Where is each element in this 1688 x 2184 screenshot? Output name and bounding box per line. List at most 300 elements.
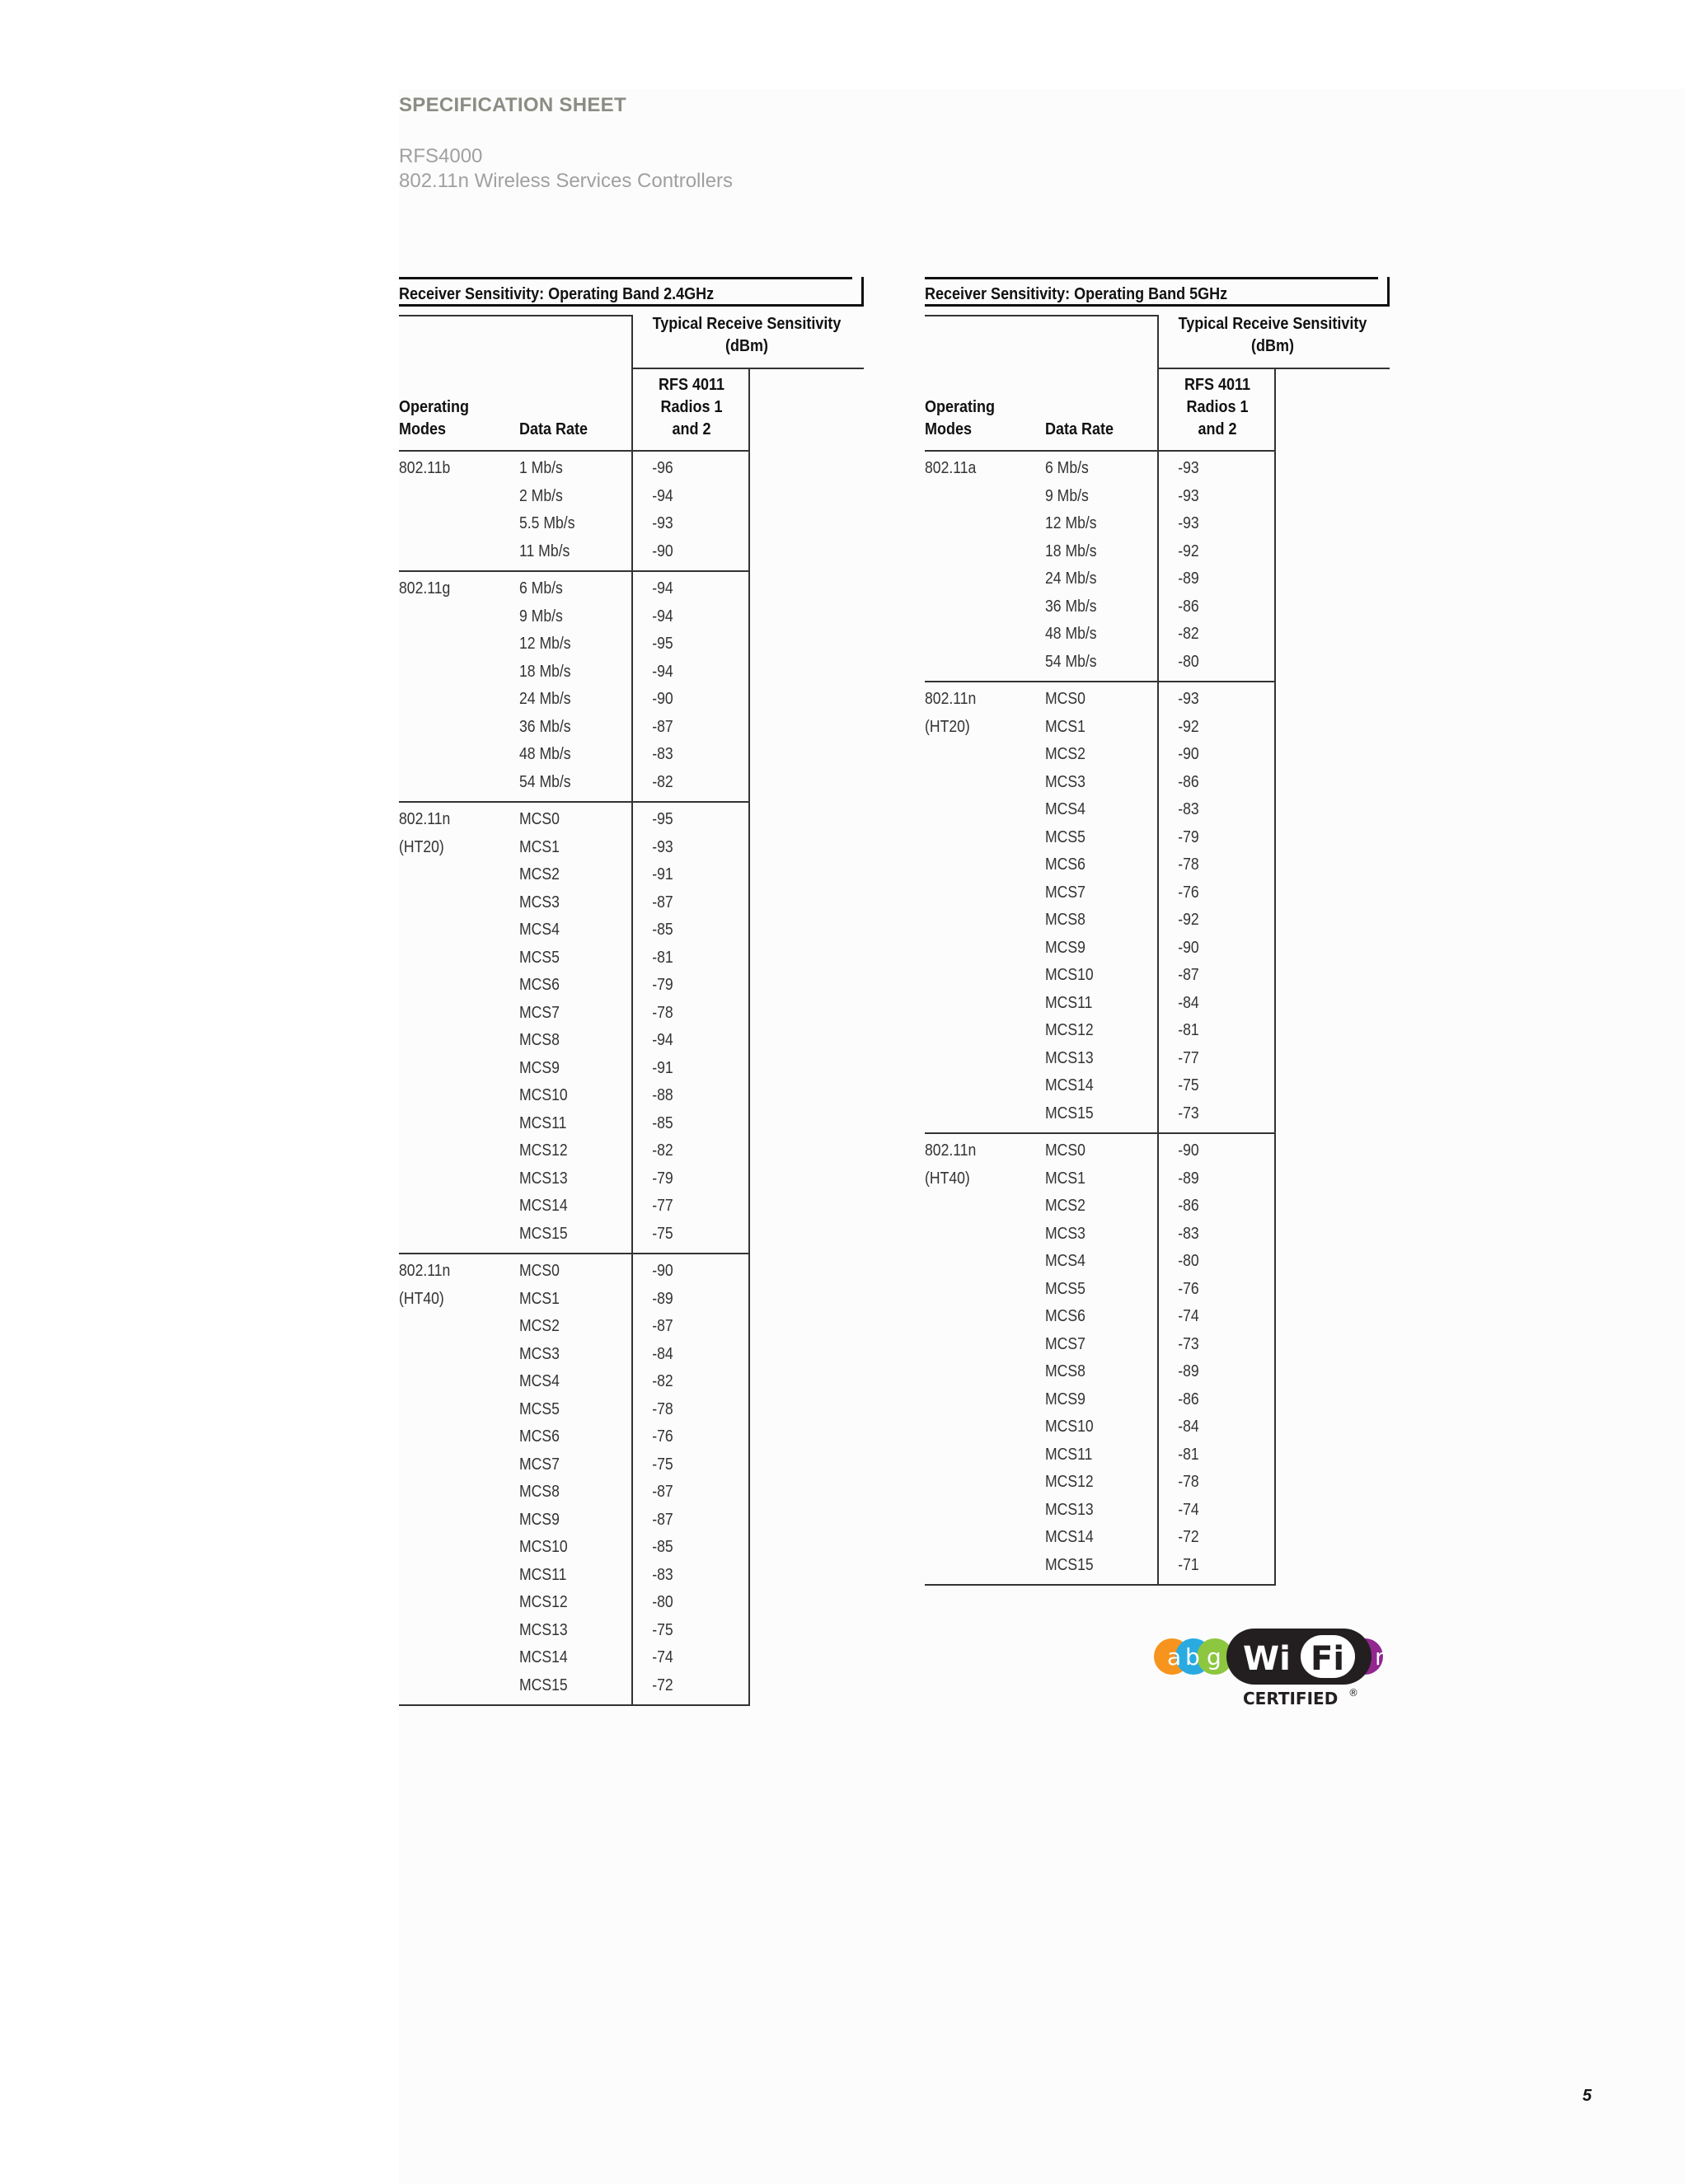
modes-top-rule bbox=[925, 315, 1159, 316]
data-rate-cell: MCS3 bbox=[519, 893, 560, 912]
data-rate-cell: 6 Mb/s bbox=[519, 579, 563, 598]
data-rate-cell: MCS1 bbox=[519, 1289, 560, 1308]
data-rate-cell: 2 Mb/s bbox=[519, 486, 563, 505]
table-row bbox=[399, 1370, 745, 1398]
sensitivity-cell: -78 bbox=[652, 1003, 673, 1022]
sensitivity-cell: -94 bbox=[652, 486, 673, 505]
table-row bbox=[399, 1535, 745, 1563]
sensitivity-cell: -92 bbox=[1178, 717, 1199, 736]
data-rate-cell: MCS10 bbox=[519, 1086, 568, 1104]
mode-cell: 802.11g bbox=[399, 579, 451, 598]
sensitivity-cell: -93 bbox=[652, 837, 673, 856]
table-row bbox=[925, 567, 1271, 595]
mode-cell: (HT40) bbox=[925, 1169, 970, 1188]
sensitivity-cell: -77 bbox=[652, 1197, 673, 1215]
col-modes-line2: Modes bbox=[399, 420, 447, 438]
data-rate-cell: MCS2 bbox=[1045, 1197, 1085, 1215]
col-radio-line1: RFS 4011 bbox=[658, 376, 725, 394]
table-row bbox=[925, 1047, 1271, 1075]
data-rate-cell: MCS11 bbox=[1045, 1445, 1093, 1464]
col-divider-right bbox=[1274, 368, 1276, 1586]
data-rate-cell: MCS14 bbox=[519, 1197, 568, 1215]
logo-certified: CERTIFIED bbox=[1243, 1689, 1339, 1708]
sensitivity-cell: -83 bbox=[652, 1565, 673, 1584]
table-row bbox=[925, 1277, 1271, 1305]
data-rate-cell: 36 Mb/s bbox=[519, 717, 571, 736]
col-group-unit: (dBm) bbox=[724, 337, 768, 355]
data-rate-cell: 18 Mb/s bbox=[1045, 541, 1097, 560]
data-rate-cell: 1 Mb/s bbox=[519, 459, 563, 477]
mode-cell: (HT20) bbox=[925, 717, 970, 736]
sensitivity-cell: -92 bbox=[1178, 541, 1199, 560]
data-rate-cell: 9 Mb/s bbox=[1045, 486, 1089, 505]
data-rate-cell: MCS10 bbox=[1045, 1418, 1094, 1436]
table-row bbox=[399, 605, 745, 633]
table-row bbox=[925, 512, 1271, 540]
col-group-title: Typical Receive Sensitivity bbox=[1178, 315, 1367, 333]
table-row bbox=[399, 632, 745, 660]
table-row bbox=[925, 687, 1271, 715]
sensitivity-cell: -83 bbox=[652, 745, 673, 763]
col-radio-line2: Radios 1 bbox=[1186, 398, 1249, 416]
data-rate-cell: MCS13 bbox=[519, 1169, 568, 1188]
group-divider bbox=[925, 1584, 1274, 1586]
sensitivity-cell: -85 bbox=[652, 1113, 673, 1132]
data-rate-cell: MCS3 bbox=[1045, 1224, 1085, 1243]
data-rate-cell: MCS0 bbox=[1045, 690, 1085, 708]
col-modes-line1: Operating bbox=[925, 398, 996, 416]
wifi-certified-logo bbox=[1154, 1622, 1393, 1715]
table-row bbox=[925, 650, 1271, 678]
table-row bbox=[925, 798, 1271, 826]
sensitivity-cell: -73 bbox=[1178, 1334, 1199, 1353]
table-row bbox=[399, 1001, 745, 1029]
sensitivity-cell: -79 bbox=[1178, 827, 1199, 846]
table-row bbox=[399, 1139, 745, 1167]
logo-letter-a: a bbox=[1167, 1643, 1182, 1671]
table-row bbox=[399, 946, 745, 974]
table-row bbox=[925, 1470, 1271, 1498]
sensitivity-cell: -94 bbox=[652, 579, 673, 598]
data-rate-cell: MCS9 bbox=[1045, 938, 1085, 957]
table-row bbox=[399, 1057, 745, 1085]
sensitivity-cell: -89 bbox=[1178, 569, 1199, 588]
col-radio-line3: and 2 bbox=[1198, 420, 1237, 438]
data-rate-cell: MCS3 bbox=[1045, 772, 1085, 791]
data-rate-cell: MCS7 bbox=[1045, 883, 1085, 902]
table-row bbox=[399, 808, 745, 836]
sensitivity-cell: -95 bbox=[652, 810, 673, 828]
table-caption-text: Receiver Sensitivity: Operating Band 5GHz bbox=[925, 285, 1228, 303]
data-rate-cell: 12 Mb/s bbox=[519, 635, 571, 653]
data-rate-cell: MCS9 bbox=[519, 1058, 560, 1077]
table-row bbox=[399, 1591, 745, 1619]
col-divider-right bbox=[748, 368, 750, 1706]
document-title: SPECIFICATION SHEET bbox=[399, 94, 626, 116]
sensitivity-cell: -91 bbox=[652, 865, 673, 883]
data-rate-cell: 9 Mb/s bbox=[519, 607, 563, 626]
table-row bbox=[399, 1398, 745, 1426]
data-rate-cell: MCS8 bbox=[519, 1483, 560, 1501]
table-row bbox=[399, 836, 745, 864]
mode-cell: 802.11n bbox=[399, 810, 451, 828]
table-row bbox=[399, 1259, 745, 1287]
mode-cell: 802.11n bbox=[925, 1141, 977, 1160]
table-row bbox=[925, 771, 1271, 799]
data-rate-cell: MCS8 bbox=[1045, 1362, 1085, 1380]
col-rate-header: Data Rate bbox=[1045, 420, 1114, 438]
data-rate-cell: MCS4 bbox=[1045, 800, 1085, 818]
data-rate-cell: MCS2 bbox=[1045, 745, 1085, 763]
data-rate-cell: MCS3 bbox=[519, 1344, 560, 1363]
data-rate-cell: MCS4 bbox=[1045, 1252, 1085, 1270]
table-row bbox=[925, 457, 1271, 485]
data-rate-cell: 24 Mb/s bbox=[519, 690, 571, 708]
sensitivity-cell: -76 bbox=[1178, 883, 1199, 902]
table-row bbox=[399, 1287, 745, 1315]
sensitivity-cell: -94 bbox=[652, 662, 673, 681]
table-row bbox=[399, 891, 745, 919]
data-rate-cell: MCS10 bbox=[519, 1538, 568, 1556]
sensitivity-cell: -89 bbox=[652, 1289, 673, 1308]
sensitivity-cell: -82 bbox=[652, 772, 673, 791]
sensitivity-cell: -83 bbox=[1178, 1224, 1199, 1243]
sensitivity-cell: -93 bbox=[652, 514, 673, 532]
data-rate-cell: MCS12 bbox=[1045, 1021, 1094, 1039]
mode-cell: (HT40) bbox=[399, 1289, 444, 1308]
sensitivity-cell: -81 bbox=[1178, 1021, 1199, 1039]
sensitivity-cell: -90 bbox=[652, 690, 673, 708]
data-rate-cell: MCS10 bbox=[1045, 966, 1094, 984]
sensitivity-cell: -90 bbox=[652, 1262, 673, 1280]
data-rate-cell: MCS14 bbox=[519, 1648, 568, 1666]
sensitivity-cell: -83 bbox=[1178, 800, 1199, 818]
sensitivity-cell: -82 bbox=[1178, 625, 1199, 643]
table-row bbox=[399, 660, 745, 688]
sensitivity-cell: -86 bbox=[1178, 1197, 1199, 1215]
table-row bbox=[925, 908, 1271, 936]
table-row bbox=[399, 715, 745, 743]
data-rate-cell: MCS11 bbox=[1045, 993, 1093, 1012]
data-rate-cell: MCS6 bbox=[1045, 1307, 1085, 1325]
col-group-title: Typical Receive Sensitivity bbox=[652, 315, 842, 333]
col-group-unit: (dBm) bbox=[1250, 337, 1294, 355]
data-rate-cell: MCS13 bbox=[1045, 1048, 1094, 1067]
sensitivity-cell: -84 bbox=[1178, 1418, 1199, 1436]
data-rate-cell: 54 Mb/s bbox=[1045, 652, 1097, 671]
table-row bbox=[399, 771, 745, 799]
data-rate-cell: MCS15 bbox=[1045, 1104, 1094, 1122]
table-row bbox=[925, 881, 1271, 909]
col-radio-line1: RFS 4011 bbox=[1184, 376, 1251, 394]
table-row bbox=[399, 1315, 745, 1343]
data-rate-cell: 48 Mb/s bbox=[519, 745, 571, 763]
table-caption bbox=[399, 277, 864, 307]
table-row bbox=[399, 540, 745, 568]
table-row bbox=[399, 863, 745, 891]
sensitivity-cell: -87 bbox=[652, 1483, 673, 1501]
data-rate-cell: 18 Mb/s bbox=[519, 662, 571, 681]
table-row bbox=[399, 485, 745, 513]
sensitivity-cell: -89 bbox=[1178, 1169, 1199, 1188]
data-rate-cell: MCS8 bbox=[1045, 911, 1085, 929]
sensitivity-cell: -84 bbox=[652, 1344, 673, 1363]
data-rate-cell: MCS7 bbox=[1045, 1334, 1085, 1353]
sensitivity-cell: -75 bbox=[652, 1620, 673, 1639]
sensitivity-cell: -73 bbox=[1178, 1104, 1199, 1122]
col-radio-line2: Radios 1 bbox=[660, 398, 723, 416]
sensitivity-cell: -78 bbox=[1178, 1473, 1199, 1491]
table-row bbox=[925, 991, 1271, 1019]
data-rate-cell: 12 Mb/s bbox=[1045, 514, 1097, 532]
table-row bbox=[925, 1305, 1271, 1333]
table-row bbox=[399, 687, 745, 715]
logo-letter-g: g bbox=[1207, 1643, 1221, 1671]
data-rate-cell: 6 Mb/s bbox=[1045, 459, 1089, 477]
table-row bbox=[925, 1139, 1271, 1167]
data-rate-cell: MCS1 bbox=[1045, 717, 1085, 736]
table-caption bbox=[925, 277, 1390, 307]
mode-cell: 802.11b bbox=[399, 459, 451, 477]
sensitivity-cell: -90 bbox=[1178, 938, 1199, 957]
sensitivity-cell: -87 bbox=[652, 1317, 673, 1335]
sensitivity-cell: -81 bbox=[652, 948, 673, 967]
data-rate-cell: MCS7 bbox=[519, 1455, 560, 1474]
data-rate-cell: MCS12 bbox=[1045, 1473, 1094, 1491]
sensitivity-cell: -89 bbox=[1178, 1362, 1199, 1380]
mode-cell: (HT20) bbox=[399, 837, 444, 856]
sensitivity-cell: -88 bbox=[652, 1086, 673, 1104]
product-description: 802.11n Wireless Services Controllers bbox=[399, 170, 734, 192]
data-rate-cell: MCS8 bbox=[519, 1031, 560, 1049]
table-row bbox=[925, 1167, 1271, 1195]
table-row bbox=[925, 1019, 1271, 1047]
sensitivity-cell: -71 bbox=[1178, 1555, 1199, 1574]
table-row bbox=[925, 622, 1271, 650]
sensitivity-cell: -90 bbox=[652, 541, 673, 560]
table-row bbox=[399, 1194, 745, 1222]
sensitivity-cell: -74 bbox=[652, 1648, 673, 1666]
data-rate-cell: MCS1 bbox=[519, 837, 560, 856]
table-row bbox=[925, 1222, 1271, 1250]
sensitivity-cell: -86 bbox=[1178, 1390, 1199, 1408]
data-rate-cell: MCS14 bbox=[1045, 1076, 1094, 1094]
data-rate-cell: MCS12 bbox=[519, 1593, 568, 1611]
sensitivity-cell: -85 bbox=[652, 1538, 673, 1556]
group-divider bbox=[399, 1704, 748, 1706]
group-divider bbox=[399, 801, 748, 803]
table-row bbox=[399, 1646, 745, 1674]
data-rate-cell: MCS13 bbox=[519, 1620, 568, 1639]
data-rate-cell: 54 Mb/s bbox=[519, 772, 571, 791]
sensitivity-cell: -72 bbox=[1178, 1528, 1199, 1546]
header-bottom-rule bbox=[399, 450, 748, 452]
table-row bbox=[925, 936, 1271, 964]
data-rate-cell: MCS9 bbox=[519, 1510, 560, 1529]
table-row bbox=[925, 485, 1271, 513]
sensitivity-cell: -80 bbox=[652, 1593, 673, 1611]
table-row bbox=[925, 853, 1271, 881]
data-rate-cell: MCS4 bbox=[519, 1372, 560, 1390]
data-rate-cell: MCS15 bbox=[1045, 1555, 1094, 1574]
group-divider bbox=[925, 1132, 1274, 1134]
sensitivity-cell: -87 bbox=[1178, 966, 1199, 984]
sensitivity-cell: -90 bbox=[1178, 1141, 1199, 1160]
data-rate-cell: MCS12 bbox=[519, 1141, 568, 1160]
sensitivity-cell: -82 bbox=[652, 1141, 673, 1160]
col-modes-line1: Operating bbox=[399, 398, 470, 416]
table-row bbox=[925, 540, 1271, 568]
sensitivity-cell: -75 bbox=[652, 1455, 673, 1474]
data-rate-cell: MCS7 bbox=[519, 1003, 560, 1022]
data-rate-cell: MCS11 bbox=[519, 1113, 567, 1132]
sensitivity-cell: -87 bbox=[652, 1510, 673, 1529]
sensitivity-cell: -87 bbox=[652, 893, 673, 912]
sensitivity-cell: -79 bbox=[652, 1169, 673, 1188]
data-rate-cell: MCS6 bbox=[519, 1427, 560, 1446]
modes-top-rule bbox=[399, 315, 633, 316]
sensitivity-cell: -85 bbox=[652, 921, 673, 939]
logo-letter-b: b bbox=[1185, 1643, 1200, 1671]
sensitivity-cell: -82 bbox=[652, 1372, 673, 1390]
table-row bbox=[925, 1526, 1271, 1554]
group-divider bbox=[399, 570, 748, 572]
table-row bbox=[925, 1554, 1271, 1582]
sensitivity-cell: -93 bbox=[1178, 690, 1199, 708]
sensitivity-cell: -84 bbox=[1178, 993, 1199, 1012]
data-rate-cell: MCS2 bbox=[519, 865, 560, 883]
sensitivity-cell: -72 bbox=[652, 1675, 673, 1694]
sensitivity-cell: -80 bbox=[1178, 652, 1199, 671]
data-rate-cell: MCS5 bbox=[1045, 1279, 1085, 1298]
table-row bbox=[925, 743, 1271, 771]
col-rate-header: Data Rate bbox=[519, 420, 588, 438]
col-divider-rate-value bbox=[1157, 315, 1159, 1586]
logo-fi: Fi bbox=[1311, 1640, 1345, 1678]
sensitivity-cell: -94 bbox=[652, 1031, 673, 1049]
table-row bbox=[925, 1415, 1271, 1443]
table-row bbox=[399, 1563, 745, 1591]
sensitivity-cell: -95 bbox=[652, 635, 673, 653]
group-divider bbox=[925, 681, 1274, 682]
table-row bbox=[399, 1674, 745, 1702]
sensitivity-cell: -93 bbox=[1178, 486, 1199, 505]
table-row bbox=[925, 595, 1271, 623]
data-rate-cell: MCS6 bbox=[519, 976, 560, 994]
logo-letter-n: n bbox=[1375, 1643, 1390, 1671]
sensitivity-cell: -75 bbox=[1178, 1076, 1199, 1094]
table-row bbox=[925, 1249, 1271, 1277]
table-row bbox=[925, 963, 1271, 991]
sensitivity-cell: -77 bbox=[1178, 1048, 1199, 1067]
table-row bbox=[399, 512, 745, 540]
col-divider-rate-value bbox=[631, 315, 633, 1706]
table-row bbox=[399, 1619, 745, 1647]
logo-registered-mark: ® bbox=[1348, 1687, 1358, 1699]
data-rate-cell: 36 Mb/s bbox=[1045, 597, 1097, 616]
table-row bbox=[925, 1194, 1271, 1222]
data-rate-cell: MCS5 bbox=[1045, 827, 1085, 846]
sensitivity-cell: -86 bbox=[1178, 772, 1199, 791]
data-rate-cell: 48 Mb/s bbox=[1045, 625, 1097, 643]
sensitivity-cell: -86 bbox=[1178, 597, 1199, 616]
sensitivity-cell: -93 bbox=[1178, 514, 1199, 532]
table-row bbox=[925, 1360, 1271, 1388]
table-caption-text: Receiver Sensitivity: Operating Band 2.4GHz bbox=[399, 285, 715, 303]
table-row bbox=[399, 1425, 745, 1453]
table-row bbox=[925, 1074, 1271, 1102]
table-row bbox=[925, 1443, 1271, 1471]
sensitivity-cell: -76 bbox=[1178, 1279, 1199, 1298]
sensitivity-cell: -94 bbox=[652, 607, 673, 626]
table-row bbox=[925, 715, 1271, 743]
data-rate-cell: 11 Mb/s bbox=[519, 541, 570, 560]
group-divider bbox=[399, 1253, 748, 1254]
table-row bbox=[399, 1508, 745, 1536]
data-rate-cell: MCS0 bbox=[1045, 1141, 1085, 1160]
sensitivity-cell: -74 bbox=[1178, 1500, 1199, 1519]
header-bottom-rule bbox=[925, 450, 1274, 452]
sensitivity-cell: -92 bbox=[1178, 911, 1199, 929]
table-row bbox=[925, 1388, 1271, 1416]
data-rate-cell: MCS15 bbox=[519, 1224, 568, 1243]
sensitivity-cell: -78 bbox=[652, 1399, 673, 1418]
mode-cell: 802.11a bbox=[925, 459, 977, 477]
table-row bbox=[399, 918, 745, 946]
table-row bbox=[399, 1167, 745, 1195]
sensitivity-cell: -90 bbox=[1178, 745, 1199, 763]
sensitivity-cell: -91 bbox=[652, 1058, 673, 1077]
sensitivity-cell: -75 bbox=[652, 1224, 673, 1243]
table-row bbox=[399, 457, 745, 485]
table-row bbox=[925, 1498, 1271, 1526]
table-row bbox=[925, 1102, 1271, 1130]
table-row bbox=[399, 1480, 745, 1508]
table-row bbox=[925, 1333, 1271, 1361]
data-rate-cell: MCS14 bbox=[1045, 1528, 1094, 1546]
data-rate-cell: MCS11 bbox=[519, 1565, 567, 1584]
data-rate-cell: MCS2 bbox=[519, 1317, 560, 1335]
data-rate-cell: MCS0 bbox=[519, 810, 560, 828]
data-rate-cell: MCS13 bbox=[1045, 1500, 1094, 1519]
table-row bbox=[399, 1222, 745, 1250]
table-row bbox=[399, 1343, 745, 1371]
sensitivity-cell: -80 bbox=[1178, 1252, 1199, 1270]
sensitivity-cell: -76 bbox=[652, 1427, 673, 1446]
table-row bbox=[925, 826, 1271, 854]
table-row bbox=[399, 1453, 745, 1481]
data-rate-cell: 5.5 Mb/s bbox=[519, 514, 575, 532]
sensitivity-cell: -74 bbox=[1178, 1307, 1199, 1325]
table-row bbox=[399, 1112, 745, 1140]
mode-cell: 802.11n bbox=[399, 1262, 451, 1280]
data-rate-cell: MCS0 bbox=[519, 1262, 560, 1280]
table-row bbox=[399, 1029, 745, 1057]
table-row bbox=[399, 973, 745, 1001]
data-rate-cell: MCS5 bbox=[519, 1399, 560, 1418]
logo-wi: Wi bbox=[1243, 1640, 1291, 1678]
table-row bbox=[399, 1084, 745, 1112]
data-rate-cell: MCS5 bbox=[519, 948, 560, 967]
col-radio-line3: and 2 bbox=[672, 420, 711, 438]
data-rate-cell: MCS4 bbox=[519, 921, 560, 939]
product-name: RFS4000 bbox=[399, 145, 483, 167]
data-rate-cell: MCS1 bbox=[1045, 1169, 1085, 1188]
data-rate-cell: MCS6 bbox=[1045, 855, 1085, 874]
data-rate-cell: MCS15 bbox=[519, 1675, 568, 1694]
table-row bbox=[399, 743, 745, 771]
sensitivity-cell: -78 bbox=[1178, 855, 1199, 874]
